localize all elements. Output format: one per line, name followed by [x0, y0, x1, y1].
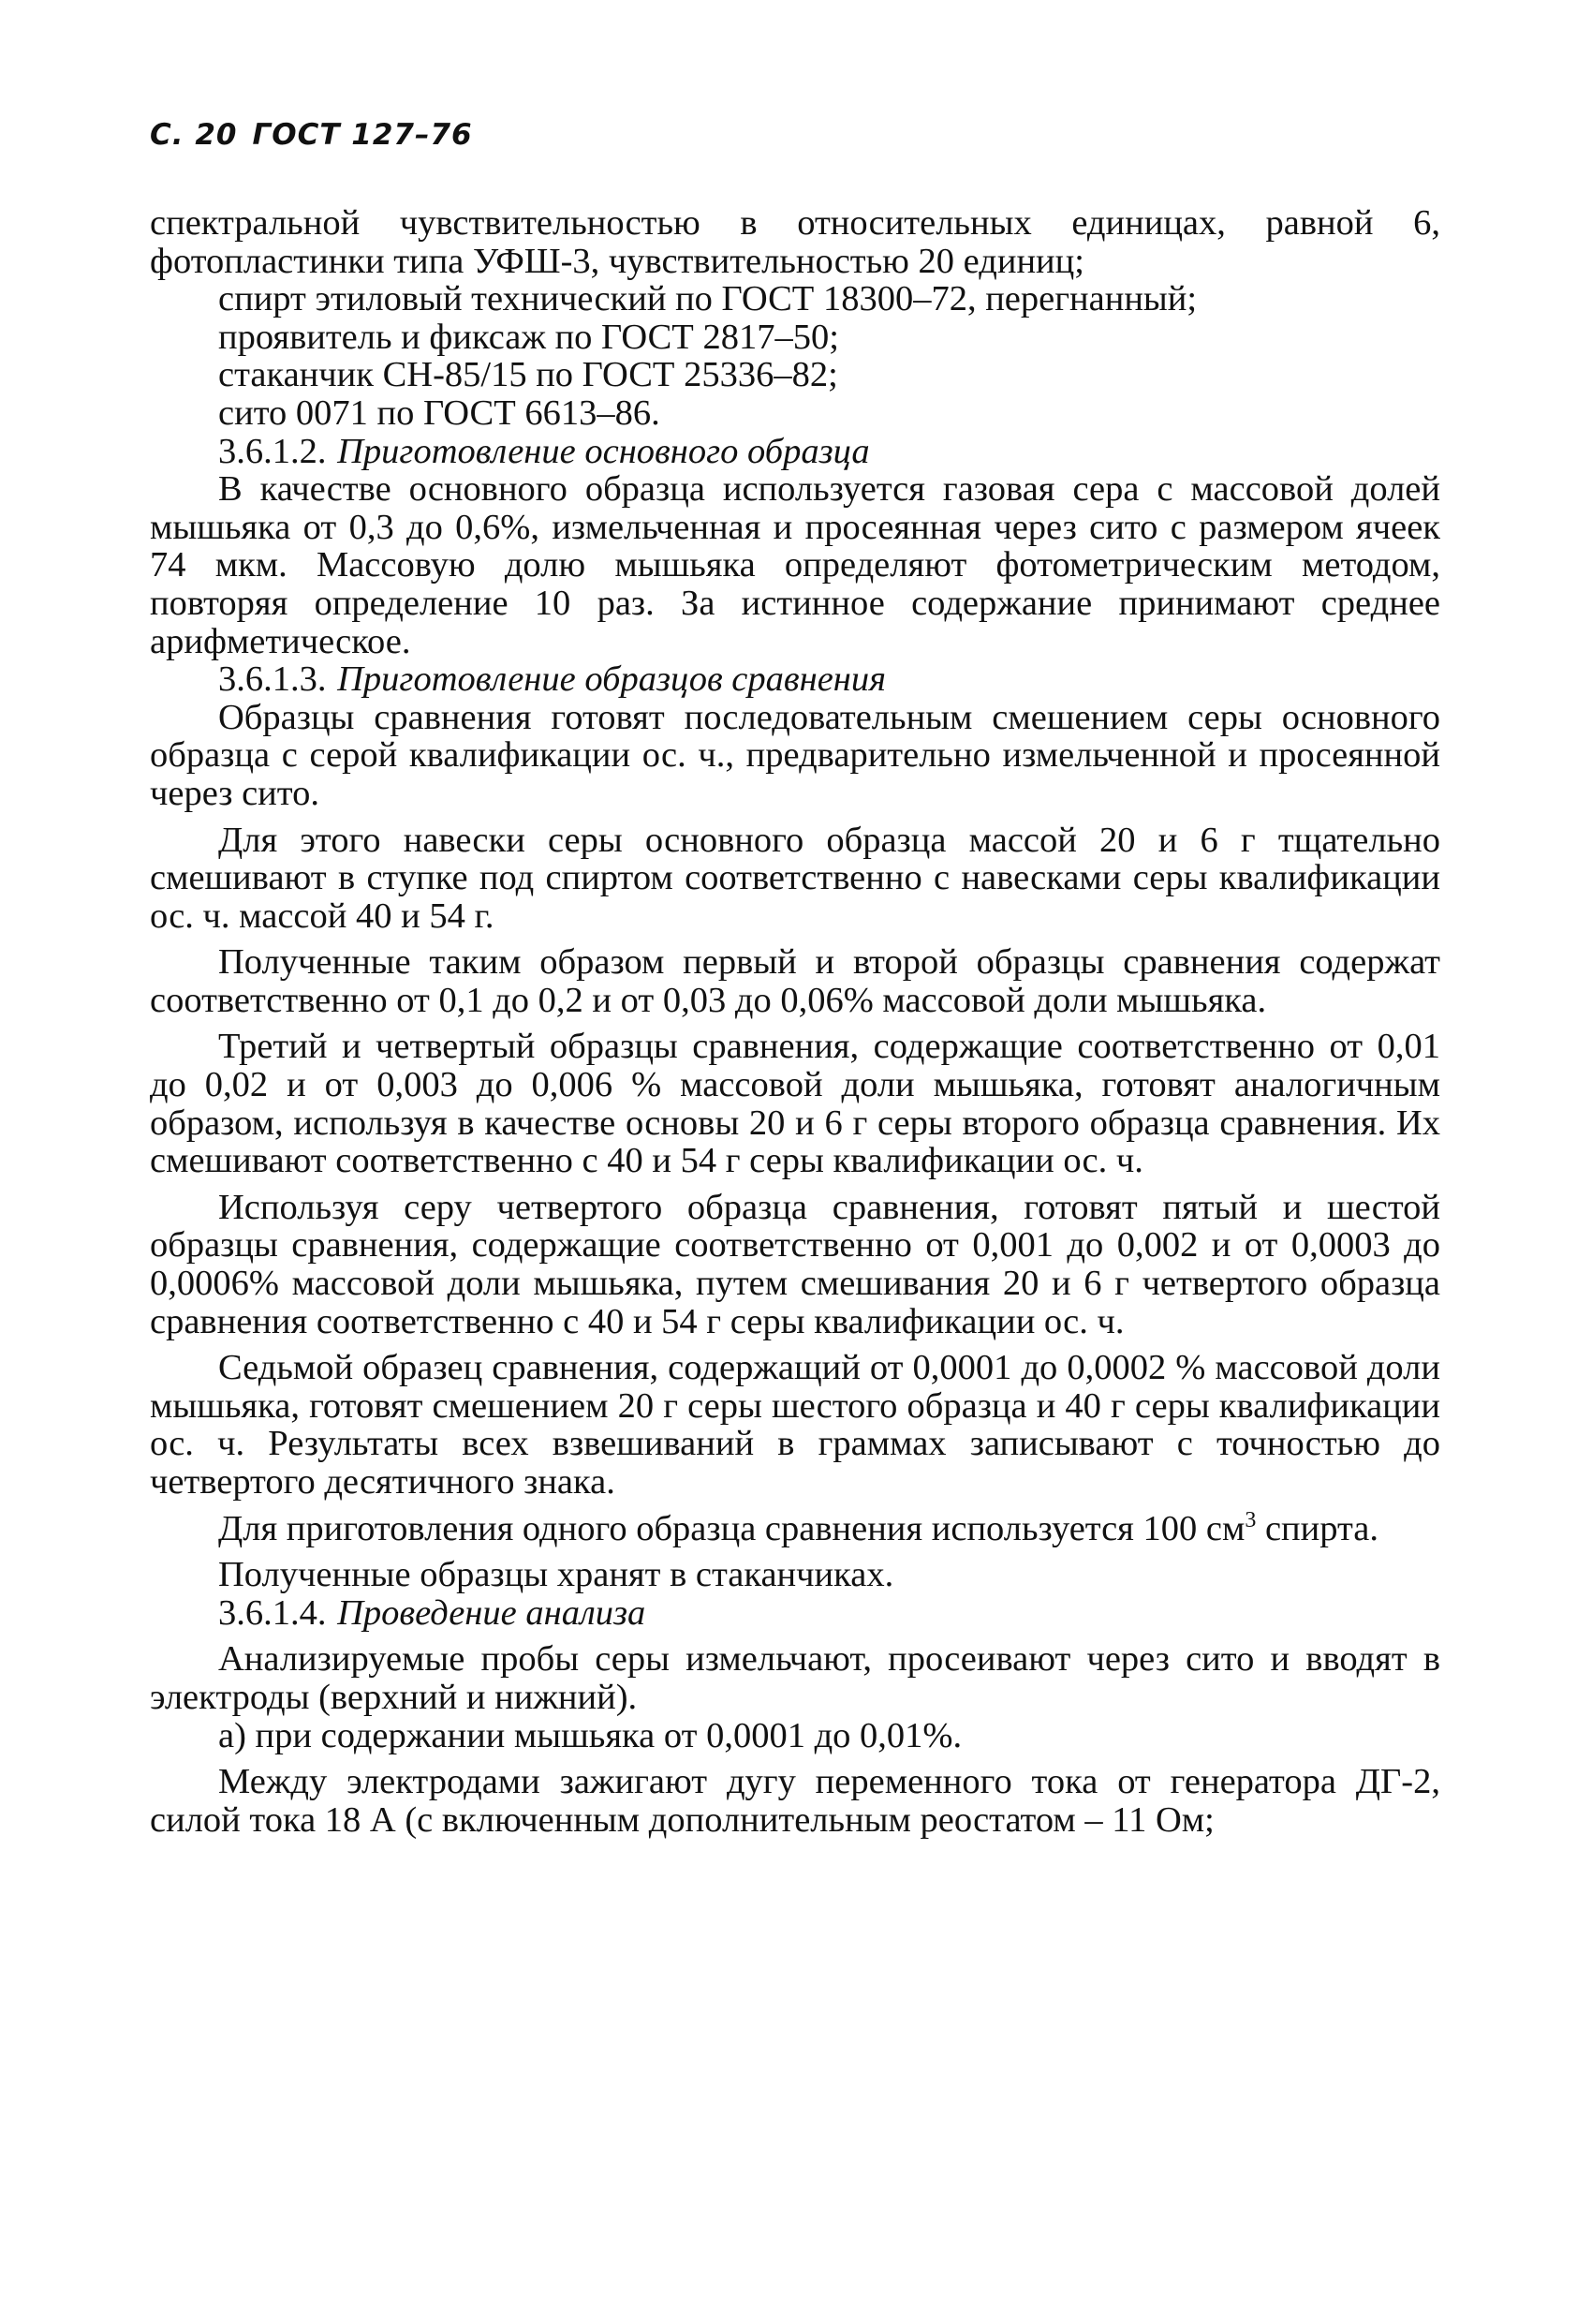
- superscript: 3: [1245, 1507, 1257, 1532]
- paragraph: спектральной чувствительностью в относительных единицах, равной 6, фотопластинки типа УФШ-3, чувствительностью 20 единиц;: [150, 203, 1440, 281]
- paragraph: Анализируемые пробы серы измельчают, просеивают через сито и вводят в электроды (верхний и нижний).: [150, 1639, 1440, 1717]
- paragraph: В качестве основного образца используется газовая сера с массовой долей мышьяка от 0,3 до 0,6%, измельченная и просеянная через сито с размером ячеек 74 мкм. Массовую долю мышьяка определяют фотометрическим методом, повторяя определение 10 раз. За истинное содержание принимают среднее арифметическое.: [150, 469, 1440, 661]
- paragraph: Используя серу четвертого образца сравнения, готовят пятый и шестой образцы сравнения, содержащие соответственно от 0,001 до 0,002 и от 0,0003 до 0,0006% массовой доли мышьяка, путем смешивания 20 и 6 г четвертого образца сравнения соответственно с 40 и 54 г серы квалификации ос. ч.: [150, 1187, 1440, 1341]
- section-heading-3-6-1-4: [150, 1594, 1440, 1633]
- section-number: 3.6.1.3.: [218, 659, 327, 700]
- section-heading-3-6-1-3: [150, 660, 1440, 699]
- paragraph: Полученные таким образом первый и второй образцы сравнения содержат соответственно от 0,1 до 0,2 и от 0,03 до 0,06% массовой доли мышьяка.: [150, 942, 1440, 1020]
- paragraph: Для этого навески серы основного образца массой 20 и 6 г тщательно смешивают в ступке под спиртом соответственно с навесками серы квалификации ос. ч. массой 40 и 54 г.: [150, 820, 1440, 936]
- page-label: С. 20: [150, 118, 238, 152]
- section-heading-3-6-1-2: [150, 433, 1440, 471]
- section-number: 3.6.1.4.: [218, 1592, 327, 1633]
- list-item: стаканчик СН-85/15 по ГОСТ 25336–82;: [218, 355, 838, 395]
- section-number: 3.6.1.2.: [218, 431, 327, 471]
- body-text: [150, 204, 1440, 1839]
- paragraph: Третий и четвертый образцы сравнения, содержащие соответственно от 0,01 до 0,02 и от 0,003 до 0,006 % массовой доли мышьяка, готовят аналогичным образом, используя в качестве основы 20 и 6 г серы второго образца сравнения. Их смешивают соответственно с 40 и 54 г серы квалификации ос. ч.: [150, 1027, 1440, 1181]
- paragraph: Полученные образцы хранят в стаканчиках.: [218, 1555, 894, 1595]
- section-title: Приготовление основного образца: [337, 431, 870, 471]
- section-title: Проведение анализа: [337, 1592, 646, 1633]
- paragraph-tail: спирта.: [1256, 1508, 1379, 1548]
- list-item: сито 0071 по ГОСТ 6613–86.: [218, 392, 660, 433]
- paragraph: Между электродами зажигают дугу переменного тока от генератора ДГ-2, силой тока 18 А (с включенным дополнительным реостатом – 11 Ом;: [150, 1762, 1440, 1840]
- paragraph: [150, 1507, 1440, 1548]
- list-item: спирт этиловый технический по ГОСТ 18300–72, перегнанный;: [218, 279, 1198, 319]
- page-header: [150, 118, 488, 152]
- paragraph: а) при содержании мышьяка от 0,0001 до 0,01%.: [218, 1715, 963, 1755]
- list-item: проявитель и фиксаж по ГОСТ 2817–50;: [218, 317, 839, 357]
- paragraph: Седьмой образец сравнения, содержащий от 0,0001 до 0,0002 % массовой доли мышьяка, готовят смешением 20 г серы шестого образца и 40 г серы квалификации ос. ч. Результаты всех взвешиваний в граммах записывают с точностью до четвертого десятичного знака.: [150, 1348, 1440, 1502]
- standard-code: ГОСТ 127–76: [252, 118, 473, 152]
- section-title: Приготовление образцов сравнения: [337, 659, 887, 700]
- paragraph: Образцы сравнения готовят последовательным смешением серы основного образца с серой квалификации ос. ч., предварительно измельченной и просеянной через сито.: [150, 697, 1440, 813]
- paragraph-text: Для приготовления одного образца сравнения используется 100 см: [218, 1508, 1246, 1548]
